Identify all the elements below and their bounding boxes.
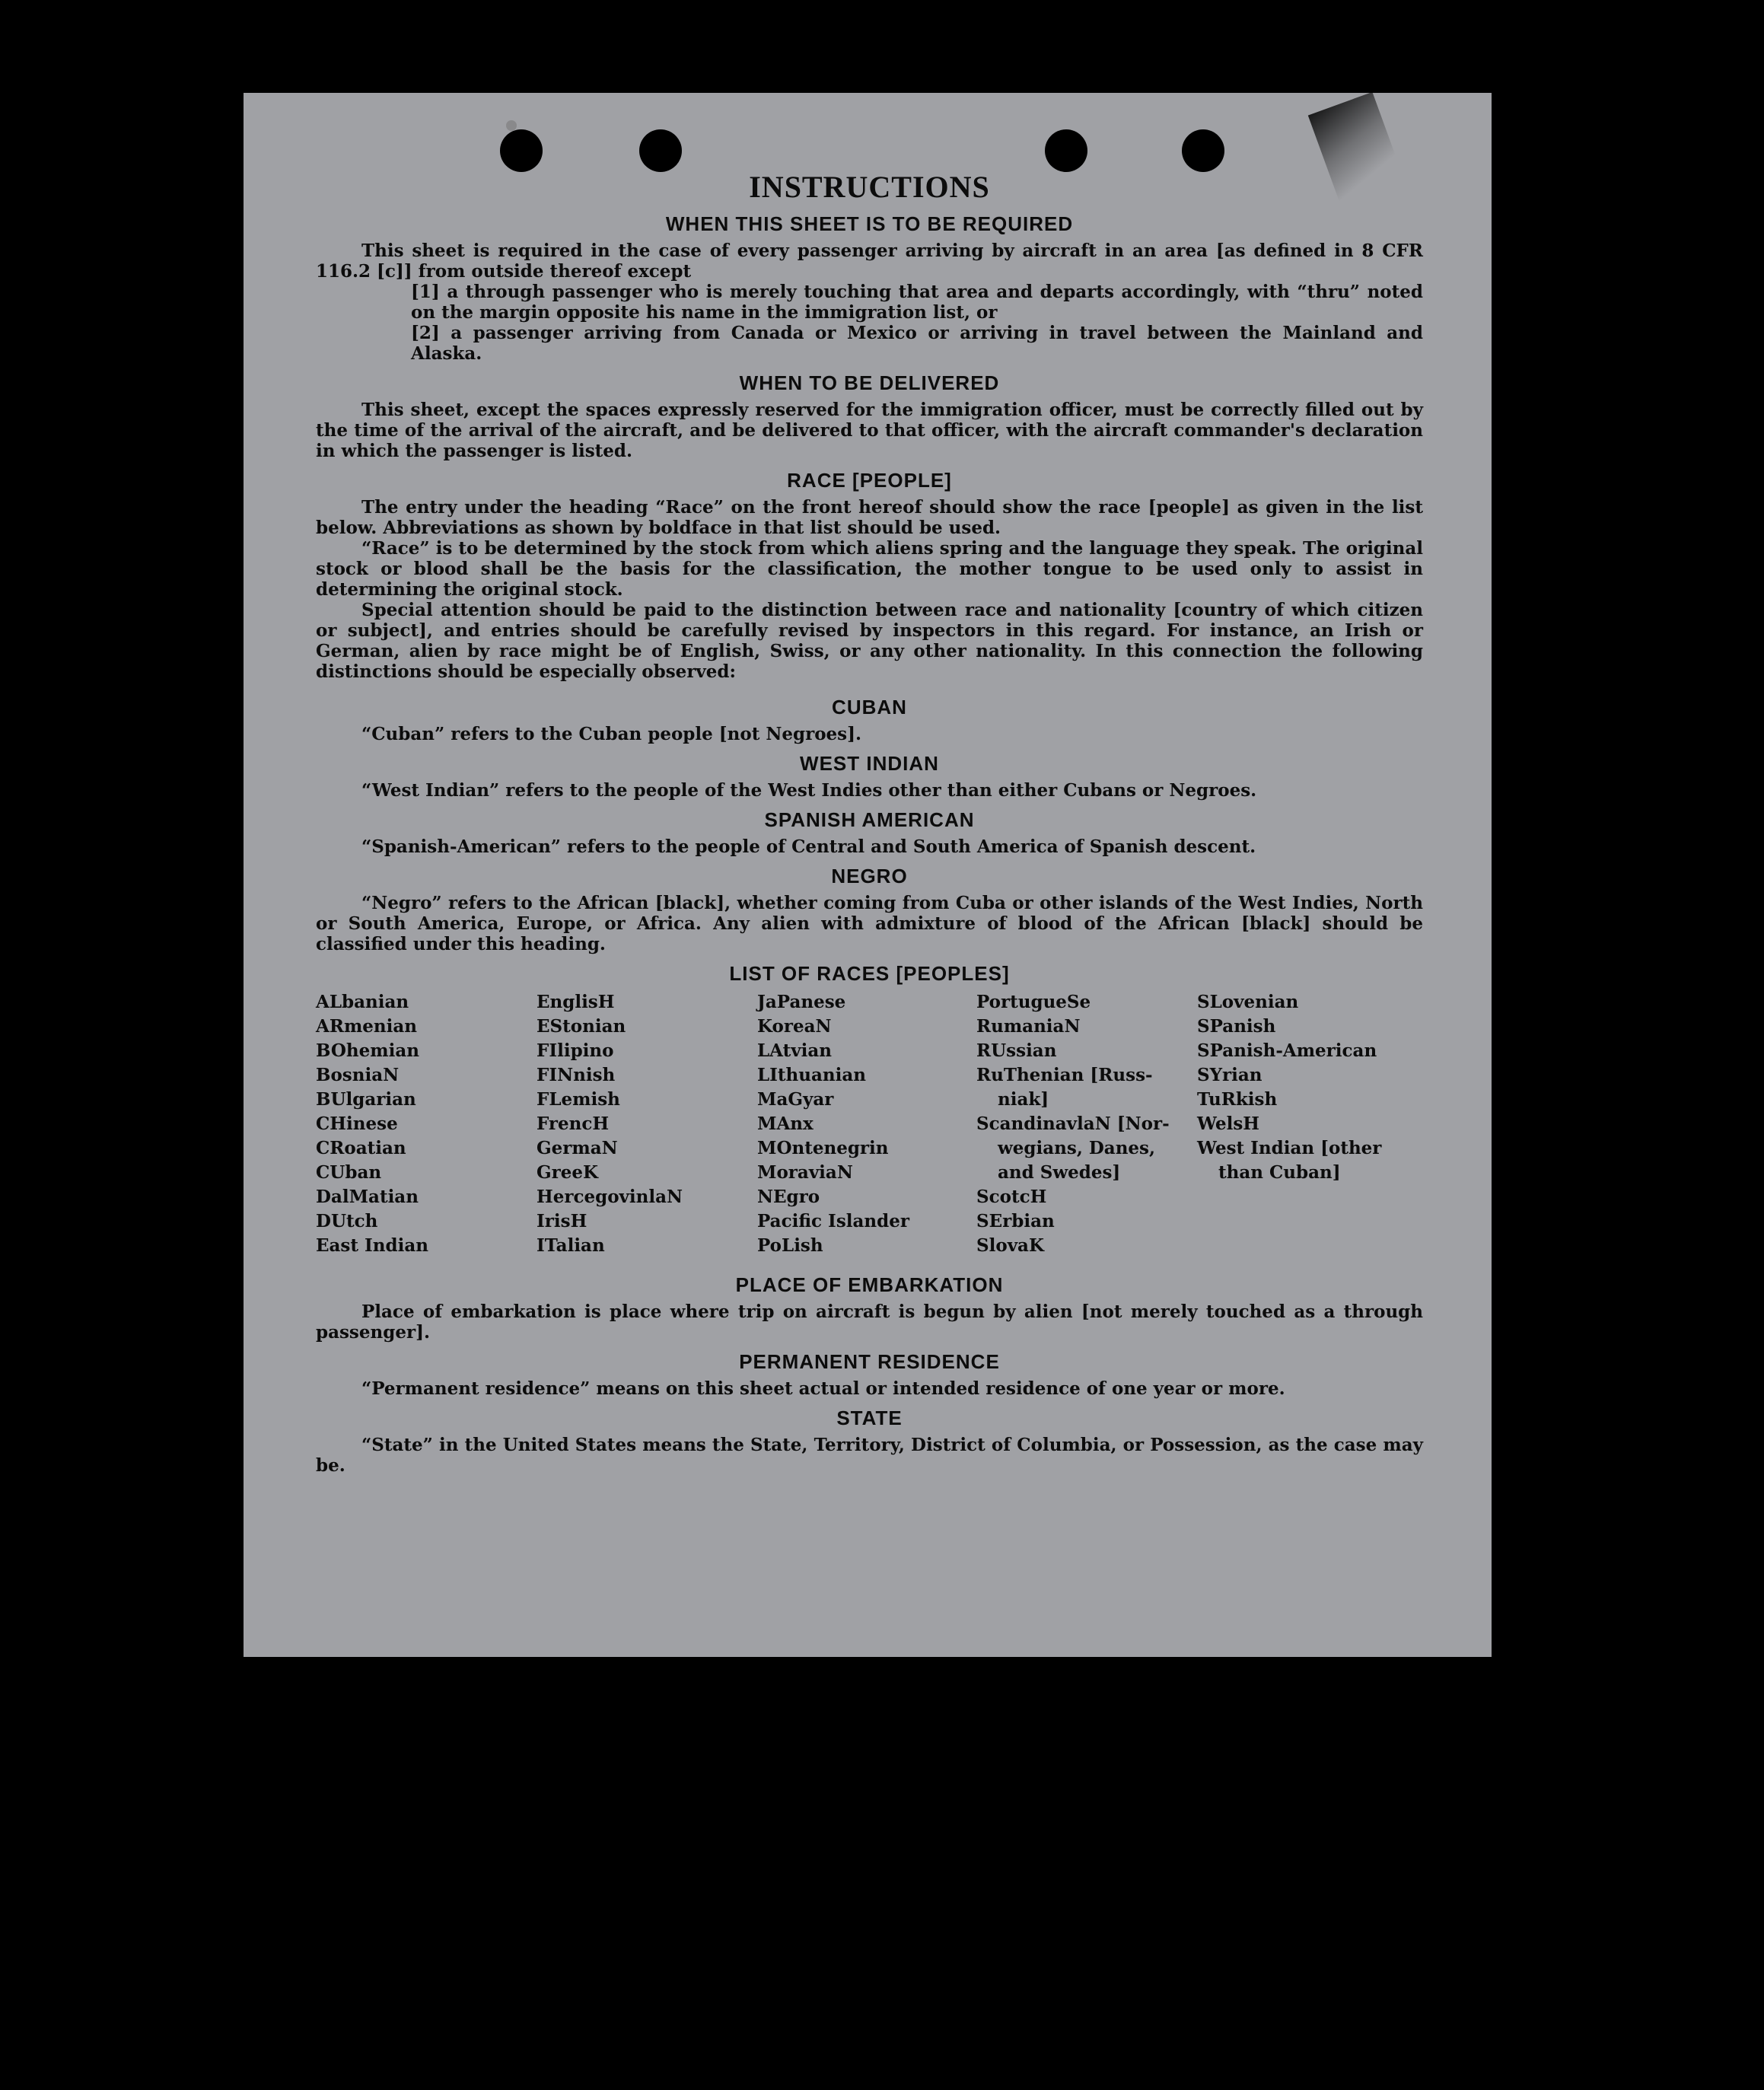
section-heading-list-of-races: LIST OF RACES [PEOPLES]: [729, 962, 1010, 985]
race-entry: CHinese: [316, 1113, 398, 1134]
race-entry: EnglisH: [537, 992, 615, 1012]
race-entry: and Swedes]: [998, 1162, 1121, 1183]
race-entry: East Indian: [316, 1235, 428, 1256]
punch-hole: [500, 129, 543, 172]
required-intro: This sheet is required in the case of every passenger arriving by aircraft in an area [as defined in 8 CFR 116.2 [c]] from outside thereof except: [316, 241, 1423, 282]
race-entry: ALbanian: [316, 992, 409, 1012]
race-entry: SPanish-American: [1197, 1040, 1377, 1061]
race-entry: JaPanese: [757, 992, 846, 1012]
negro-text: “Negro” refers to the African [black], whether coming from Cuba or other islands of the West Indies, North or South America, Europe, or Africa. Any alien with admixture of blood of the African [black] should be classified under this heading.: [316, 893, 1423, 954]
race-entry: SErbian: [976, 1211, 1055, 1231]
race-entry: ITalian: [537, 1235, 605, 1256]
page-title: INSTRUCTIONS: [749, 170, 990, 204]
race-entry: DalMatian: [316, 1187, 419, 1207]
race-entry: Pacific Islander: [757, 1211, 909, 1231]
race-entry: IrisH: [537, 1211, 587, 1231]
race-entry: PoLish: [757, 1235, 823, 1256]
exception-item: [2] a passenger arriving from Canada or Mexico or arriving in travel between the Mainland and Alaska.: [411, 323, 1423, 364]
race-entry: RUssian: [976, 1040, 1057, 1061]
race-entry: BUlgarian: [316, 1089, 416, 1110]
race-entry: CUban: [316, 1162, 382, 1183]
race-entry: SYrian: [1197, 1065, 1263, 1085]
section-heading-embarkation: PLACE OF EMBARKATION: [735, 1273, 1004, 1296]
race-entry: MAnx: [757, 1113, 814, 1134]
punch-hole: [1045, 129, 1087, 172]
race-entry: ScandinavlaN [Nor-: [976, 1113, 1170, 1134]
race-entry: CRoatian: [316, 1138, 406, 1158]
race-entry: ARmenian: [316, 1016, 418, 1037]
race-entry: wegians, Danes,: [998, 1138, 1155, 1158]
section-heading-spanish-american: SPANISH AMERICAN: [764, 808, 975, 831]
section-heading-residence: PERMANENT RESIDENCE: [739, 1350, 1000, 1373]
embarkation-text: Place of embarkation is place where trip on aircraft is begun by alien [not merely touched as a through passenger].: [316, 1301, 1423, 1343]
race-entry: FrencH: [537, 1113, 610, 1134]
races-column: [1197, 990, 1410, 1258]
race-entry: DUtch: [316, 1211, 378, 1231]
race-entry: RuThenian [Russ-: [976, 1065, 1153, 1085]
ink-smudge: [506, 120, 517, 131]
race-entry: EStonian: [537, 1016, 626, 1037]
race-entry: SLovenian: [1197, 992, 1299, 1012]
cuban-text: “Cuban” refers to the Cuban people [not Negroes].: [361, 724, 862, 744]
section-heading-cuban: CUBAN: [832, 696, 907, 718]
race-entry: SPanish: [1197, 1016, 1276, 1037]
race-entry: FINnish: [537, 1065, 616, 1085]
punch-hole: [1182, 129, 1224, 172]
race-entry: than Cuban]: [1218, 1162, 1341, 1183]
section-heading-west-indian: WEST INDIAN: [800, 752, 939, 775]
section-heading-required: WHEN THIS SHEET IS TO BE REQUIRED: [665, 212, 1074, 235]
race-entry: LAtvian: [757, 1040, 832, 1061]
races-column: [316, 990, 537, 1258]
race-paragraph: “Race” is to be determined by the stock from which aliens spring and the language they speak. The original stock or blood shall be the basis for the classification, the mother tongue to be used only to assist in determining the original stock.: [316, 538, 1423, 600]
race-entry: RumaniaN: [976, 1016, 1081, 1037]
section-heading-race: RACE [PEOPLE]: [787, 469, 952, 492]
state-text: “State” in the United States means the State, Territory, District of Columbia, or Possession, as the case may be.: [316, 1435, 1423, 1476]
punch-hole: [639, 129, 682, 172]
races-column: [976, 990, 1197, 1258]
race-entry: MoraviaN: [757, 1162, 853, 1183]
race-entry: West Indian [other: [1197, 1138, 1382, 1158]
race-entry: niak]: [998, 1089, 1049, 1110]
race-entry: NEgro: [757, 1187, 820, 1207]
race-entry: WelsH: [1197, 1113, 1260, 1134]
race-entry: BosniaN: [316, 1065, 400, 1085]
residence-text: “Permanent residence” means on this sheet actual or intended residence of one year or more.: [361, 1378, 1285, 1399]
race-entry: FLemish: [537, 1089, 620, 1110]
west-indian-text: “West Indian” refers to the people of the West Indies other than either Cubans or Negroes.: [361, 780, 1257, 801]
exception-item: [1] a through passenger who is merely touching that area and departs accordingly, with “thru” noted on the margin opposite his name in the immigration list, or: [411, 282, 1423, 323]
race-entry: MOntenegrin: [757, 1138, 889, 1158]
race-entry: ScotcH: [976, 1187, 1047, 1207]
section-heading-state: STATE: [836, 1407, 903, 1429]
race-entry: FIlipino: [537, 1040, 614, 1061]
race-entry: MaGyar: [757, 1089, 834, 1110]
race-entry: SlovaK: [976, 1235, 1044, 1256]
race-entry: KoreaN: [757, 1016, 832, 1037]
race-entry: GermaN: [537, 1138, 618, 1158]
section-heading-delivered: WHEN TO BE DELIVERED: [739, 371, 1000, 394]
race-paragraph: The entry under the heading “Race” on the front hereof should show the race [people] as given in the list below. Abbreviations as shown by boldface in that list should be used.: [316, 497, 1423, 538]
race-entry: PortugueSe: [976, 992, 1091, 1012]
races-column: [757, 990, 976, 1258]
race-entry: BOhemian: [316, 1040, 419, 1061]
delivered-text: This sheet, except the spaces expressly reserved for the immigration officer, must be correctly filled out by the time of the arrival of the aircraft, and be delivered to that officer, with the aircraft commander's declaration in which the passenger is listed.: [316, 400, 1423, 461]
race-entry: HercegovinlaN: [537, 1187, 683, 1207]
spanish-american-text: “Spanish-American” refers to the people of Central and South America of Spanish descent.: [361, 836, 1256, 857]
race-entry: TuRkish: [1197, 1089, 1278, 1110]
races-column: [537, 990, 757, 1258]
instruction-sheet: [244, 93, 1492, 1657]
section-heading-negro: NEGRO: [831, 865, 908, 887]
race-entry: LIthuanian: [757, 1065, 866, 1085]
races-list: [316, 990, 1423, 1258]
race-paragraph: Special attention should be paid to the distinction between race and nationality [country of which citizen or subject], and entries should be carefully revised by inspectors in this regard. For instance, an Irish or German, alien by race might be of English, Swiss, or any other nationality. In this connection the following distinctions should be especially observed:: [316, 600, 1423, 682]
race-entry: GreeK: [537, 1162, 599, 1183]
